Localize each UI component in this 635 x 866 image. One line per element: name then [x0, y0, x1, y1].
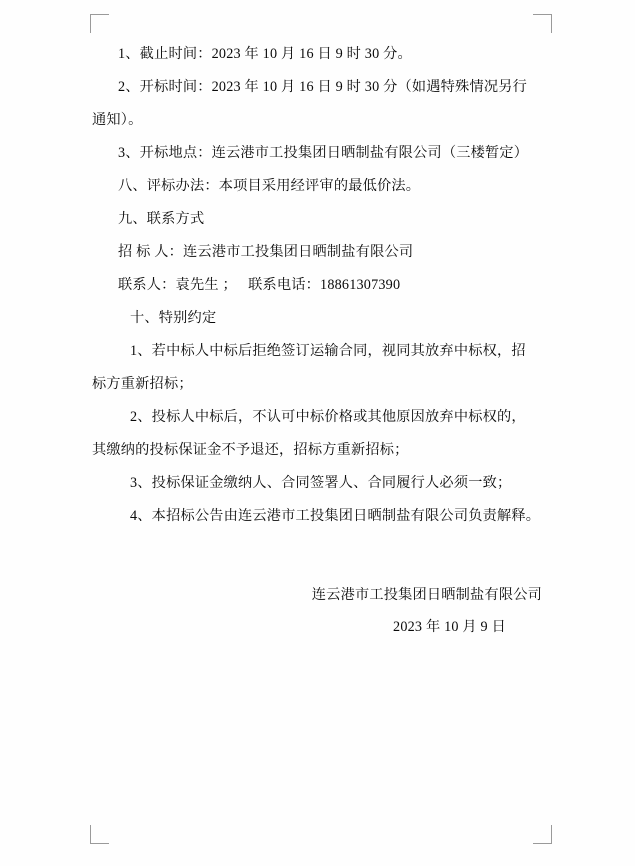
signature-company: 连云港市工投集团日晒制盐有限公司	[311, 587, 542, 603]
paragraph-bid-open-time: 2、开标时间：2023 年 10 月 16 日 9 时 30 分（如遇特殊情况另行	[118, 79, 527, 95]
paragraph-bid-open-time-cont: 通知）。	[92, 112, 143, 128]
paragraph-contact-title: 九、联系方式	[118, 211, 205, 227]
paragraph-bid-open-place: 3、开标地点：连云港市工投集团日晒制盐有限公司（三楼暂定）	[118, 145, 529, 161]
paragraph-special-2-cont: 其缴纳的投标保证金不予退还，招标方重新招标；	[92, 442, 409, 458]
paragraph-special-1: 1、若中标人中标后拒绝签订运输合同，视同其放弃中标权，招	[130, 343, 526, 359]
paragraph-special-3: 3、投标保证金缴纳人、合同签署人、合同履行人必须一致；	[130, 475, 512, 491]
signature-date: 2023 年 10 月 9 日	[393, 619, 506, 635]
paragraph-special-title: 十、特别约定	[130, 310, 217, 326]
crop-mark-top-right	[533, 14, 552, 33]
paragraph-special-2: 2、投标人中标后，不认可中标价格或其他原因放弃中标权的，	[130, 409, 526, 425]
document-body	[92, 38, 550, 643]
crop-mark-bottom-left	[90, 825, 109, 844]
paragraph-contact-person: 联系人：袁先生 ； 联系电话：18861307390	[118, 277, 401, 293]
crop-mark-top-left	[90, 14, 109, 33]
paragraph-special-1-cont: 标方重新招标；	[92, 376, 193, 392]
paragraph-evaluation: 八、评标办法：本项目采用经评审的最低价法。	[118, 178, 421, 194]
paragraph-deadline: 1、截止时间：2023 年 10 月 16 日 9 时 30 分。	[118, 46, 412, 62]
signature-block	[92, 579, 550, 643]
paragraph-tenderee: 招 标 人：连云港市工投集团日晒制盐有限公司	[118, 244, 414, 260]
crop-mark-bottom-right	[533, 825, 552, 844]
paragraph-special-4: 4、本招标公告由连云港市工投集团日晒制盐有限公司负责解释。	[130, 508, 541, 524]
